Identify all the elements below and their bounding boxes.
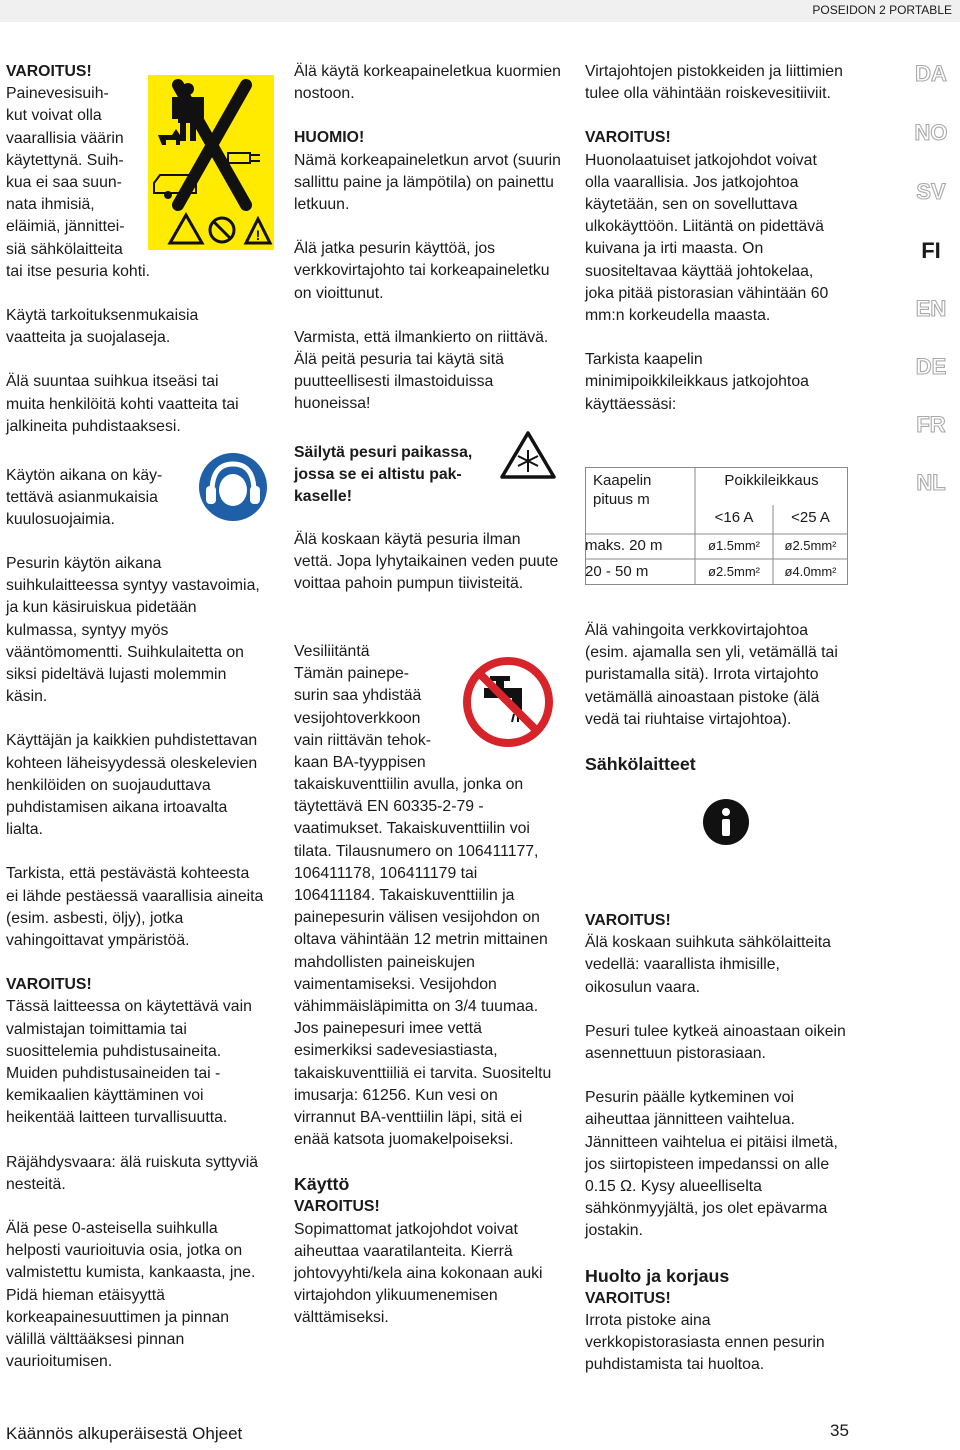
col3-maintenance-heading: Huolto ja korjaus bbox=[585, 1265, 730, 1286]
col3-paragraph: Huonolaatuiset jatkojohdot voivat olla vaarallisia. Jos jatkojohtoa käytetään, sen on sovelluttava ulkokäyttöön. Liitäntä on pidettävä kuivana ja irti maasta. On suositeltavaa käyttää johtokelaa, joka pitää pistorasian vähintään 60 mm:n korkeudella maasta. bbox=[585, 151, 829, 325]
no-drinking-water-icon bbox=[462, 656, 554, 748]
col2-use-warning: VAROITUS! bbox=[294, 1198, 380, 1216]
col1-warning-label: VAROITUS! bbox=[6, 63, 92, 80]
col2-frost-line: Säilytä pesuri paikassa, bbox=[294, 444, 473, 461]
col2-frost-line: jossa se ei altistu pak- bbox=[294, 466, 462, 484]
col3-paragraph: Tarkista kaapelin minimipoikkileikkaus jatkojohtoa käyttäessäsi: bbox=[585, 351, 809, 413]
col1-warning-block bbox=[6, 61, 150, 283]
col1-paragraph: Älä suuntaa suihkua itseäsi tai muita henkilöitä kohti vaatteita tai jalkineita puhdistaaksesi. bbox=[6, 373, 239, 435]
cable-length-header bbox=[593, 471, 651, 509]
col2-paragraph: Nämä korkeapaineletkun arvot (suurin sallittu paine ja lämpötila) on painettu letkuun. bbox=[294, 151, 561, 214]
warning-sticker-icon bbox=[148, 75, 274, 250]
language-tab-de[interactable]: DE bbox=[915, 354, 947, 379]
col1-warning-line: eläimiä, jännittei- bbox=[6, 218, 125, 236]
col2-water-line: vain riittävän tehok- bbox=[294, 731, 431, 749]
col2-water-line: surin saa yhdistää bbox=[294, 687, 422, 705]
table-cell: ø2.5mm² bbox=[708, 564, 760, 579]
cable-length-header-line: pituus m bbox=[593, 491, 650, 508]
col3-cord-block bbox=[585, 620, 847, 776]
ear-protection-icon bbox=[198, 452, 268, 522]
col3-paragraph: Pesurin päälle kytkeminen voi aiheuttaa jännitteen vaihtelua. Jännitteen vaihtelua ei pitäisi ilmetä, jos siirtopisteen impedanssi on alle 0.15 Ω. Kysy alueelliselta sähkönmyyjältä, jos olet epävarma jostakin. bbox=[585, 1089, 838, 1240]
footer-text: Käännös alkuperäisestä Ohjeet bbox=[6, 1424, 243, 1443]
col1-paragraph: Käytä tarkoituksenmukaisia vaatteita ja suojalaseja. bbox=[6, 307, 199, 347]
col2-water-heading: Vesiliitäntä bbox=[294, 643, 370, 660]
col1-paragraph: Tässä laitteessa on käytettävä vain valmistajan toimittamia tai suosittelemia puhdistusaineita. Muiden puhdistusaineiden tai -kemikaalien käyttäminen voi heikentää laitteen turvallisuutta. bbox=[6, 998, 252, 1127]
col2-water-text-block bbox=[294, 774, 560, 1352]
col1-paragraph: Tarkista, että pestävästä kohteesta ei lähde pestäessä vaarallisia aineita (esim. asbesti, öljy), jotka vahingoittavat ympäristöä. bbox=[6, 865, 264, 950]
col2-paragraph: Sopimattomat jatkojohdot voivat aiheuttaa vaaratilanteita. Kierrä johtovyyhti/kela aina kokonaan auki virtajohdon ylikuumenemisen välttämiseksi. bbox=[294, 1220, 543, 1327]
cross-section-header: Poikkileikkaus bbox=[724, 472, 819, 489]
current-16a-header: <16 A bbox=[714, 509, 754, 526]
col3-paragraph: Älä koskaan suihkuta sähkölaitteita vedellä: vaarallista ihmisille, oikosulun vaara. bbox=[585, 934, 831, 996]
col3-warning-heading: VAROITUS! bbox=[585, 129, 671, 147]
col2-water-line: Tämän painepe- bbox=[294, 665, 410, 683]
col1-warning-line: nata ihmisiä, bbox=[6, 196, 95, 214]
table-row-label: 20 - 50 m bbox=[585, 563, 649, 580]
col1-warning-line: siä sähkölaitteita bbox=[6, 240, 123, 258]
col2-paragraph: Älä käytä korkeapaineletkua kuormien nostoon. bbox=[294, 63, 561, 103]
col3-paragraph: Pesuri tulee kytkeä ainoastaan oikein asennettuun pistorasiaan. bbox=[585, 1022, 846, 1063]
col3-paragraph: Virtajohtojen pistokkeiden ja liittimien tulee olla vähintään roiskevesitiiviit. bbox=[585, 63, 843, 103]
language-tab-nl[interactable]: NL bbox=[916, 470, 946, 495]
col2-water-line: vesijohtoverkkoon bbox=[294, 709, 421, 727]
col2-water-block bbox=[294, 641, 431, 774]
col2-water-line: kaan BA-tyyppisen bbox=[294, 754, 426, 772]
col2-no-water-block bbox=[294, 529, 560, 618]
language-tab-fi[interactable]: FI bbox=[921, 238, 941, 263]
col2-paragraph: Varmista, että ilmankierto on riittävä. Älä peitä pesuria tai käytä sitä puutteellisesti ilmastoiduissa huoneissa! bbox=[294, 328, 549, 413]
col1-warning-line: käytettynä. Suih- bbox=[6, 151, 124, 169]
language-tab-sv[interactable]: SV bbox=[916, 179, 946, 204]
col1-ear-protection-block bbox=[6, 465, 162, 532]
info-icon bbox=[702, 798, 750, 846]
col1-warning-line: kut voivat olla bbox=[6, 107, 102, 125]
col3-paragraph: Älä vahingoita verkkovirtajohtoa (esim. ajamalla sen yli, vetämällä tai puristamalla sitä). Irrota virtajohto vetämällä ainoastaan pistoke (älä vedä tai riuhtaise virtajohtoa). bbox=[585, 622, 838, 728]
table-cell: ø2.5mm² bbox=[784, 538, 837, 553]
col1-warning-line: tai itse pesuria kohti. bbox=[6, 262, 151, 280]
col1-warning-line: kua ei saa suun- bbox=[6, 174, 122, 192]
frost-warning-icon bbox=[500, 430, 556, 480]
col2-frost-block bbox=[294, 442, 472, 509]
col1-paragraph: Pesurin käytön aikana suihkulaitteessa syntyy vastavoimia, ja kun käsiruiskua pidetään kulmassa, syntyy myös vääntömomentti. Suihkulaitetta on siksi pideltävä lujasti molemmin käsin. bbox=[6, 555, 260, 706]
col1-ear-line: Käytön aikana on käy- bbox=[6, 467, 163, 484]
table-row-label: maks. 20 m bbox=[585, 537, 663, 554]
cable-length-header-line: Kaapelin bbox=[593, 472, 652, 489]
table-cell: ø1.5mm² bbox=[708, 538, 760, 553]
table-cell: ø4.0mm² bbox=[784, 564, 837, 579]
page-number: 35 bbox=[830, 1421, 849, 1440]
col2-use-heading: Käyttö bbox=[294, 1174, 350, 1195]
col1-warning-line: Painevesisuih- bbox=[6, 85, 109, 103]
svg-text:!: ! bbox=[255, 227, 261, 243]
cable-cross-section-table bbox=[585, 467, 848, 585]
col3-paragraph: Irrota pistoke aina verkkopistorasiasta ennen pesurin puhdistamista tai huoltoa. bbox=[585, 1311, 825, 1374]
col2-top-block bbox=[294, 61, 564, 438]
col3-top-block bbox=[585, 61, 843, 438]
col3-warning-heading: VAROITUS! bbox=[585, 1289, 671, 1307]
col2-paragraph: Älä jatka pesurin käyttöä, jos verkkovirtajohto tai korkeapaineletku on vioittunut. bbox=[294, 240, 550, 302]
col1-ear-line: kuulosuojaimia. bbox=[6, 511, 115, 529]
col2-paragraph: Älä koskaan käytä pesuria ilman vettä. Jopa lyhytaikainen veden puute voittaa pahoin pumpun tiivisteitä. bbox=[294, 531, 559, 593]
col1-paragraph: Käyttäjän ja kaikkien puhdistettavan kohteen läheisyydessä oleskelevien henkilöiden on suojauduttava puhdistamisen aikana irtoavalta lialta. bbox=[6, 732, 258, 839]
current-25a-header: <25 A bbox=[791, 509, 830, 526]
col3-electric-heading: Sähkölaitteet bbox=[585, 754, 696, 775]
language-tab-fr[interactable]: FR bbox=[916, 412, 946, 437]
language-tab-no[interactable]: NO bbox=[914, 120, 948, 145]
col1-paragraph: Älä pese 0-asteisella suihkulla helposti vaurioituvia osia, jotka on valmistettu kumista, kankaasta, jne. Pidä hieman etäisyyttä korkeapainesuuttimen ja pinnan välillä välttääksesi pinnan vaurioitumisen. bbox=[6, 1220, 256, 1371]
col2-notice-heading: HUOMIO! bbox=[294, 129, 365, 147]
language-tab-en[interactable]: EN bbox=[915, 296, 947, 321]
running-header bbox=[0, 0, 960, 22]
language-tab-da[interactable]: DA bbox=[915, 61, 947, 86]
col2-frost-line: kaselle! bbox=[294, 488, 352, 506]
col1-warning-line: vaarallisia väärin bbox=[6, 129, 124, 147]
col1-paragraph: Räjähdysvaara: älä ruiskuta syttyviä nesteitä. bbox=[6, 1153, 258, 1193]
col1-ear-line: tettävä asianmukaisia bbox=[6, 489, 158, 507]
col2-paragraph: takaiskuventtiilin avulla, jonka on täytettävä EN 60335-2-79 -vaatimukset. Takaiskuventtiilin voi tilata. Tilausnumero on 106411177, 106411178, 106411179 tai 106411184. Takaiskuventtiilin ja painepesurin välisen vesijohdon on oltava vähintään 12 metrin mittainen mahdollisten paineiskujen vaimentamiseksi. Vesijohdon vähimmäisläpimitta on 3/4 tuumaa. Jos painepesuri imee vettä esimerkiksi sadevesiastiasta, takaiskuventtiiliä ei tarvita. Suositeltu imusarja: 61256. Kun vesi on virrannut BA-venttiilin läpi, sitä ei enää katsota juomakelpoiseksi. bbox=[294, 776, 552, 1149]
col3-warning-heading: VAROITUS! bbox=[585, 912, 671, 929]
col1-warning-heading: VAROITUS! bbox=[6, 976, 92, 994]
running-header-title: POSEIDON 2 PORTABLE bbox=[812, 3, 952, 17]
col1-text-block bbox=[6, 553, 264, 1396]
col1-ppe-block bbox=[6, 305, 251, 460]
col3-electric-block bbox=[585, 910, 847, 1398]
